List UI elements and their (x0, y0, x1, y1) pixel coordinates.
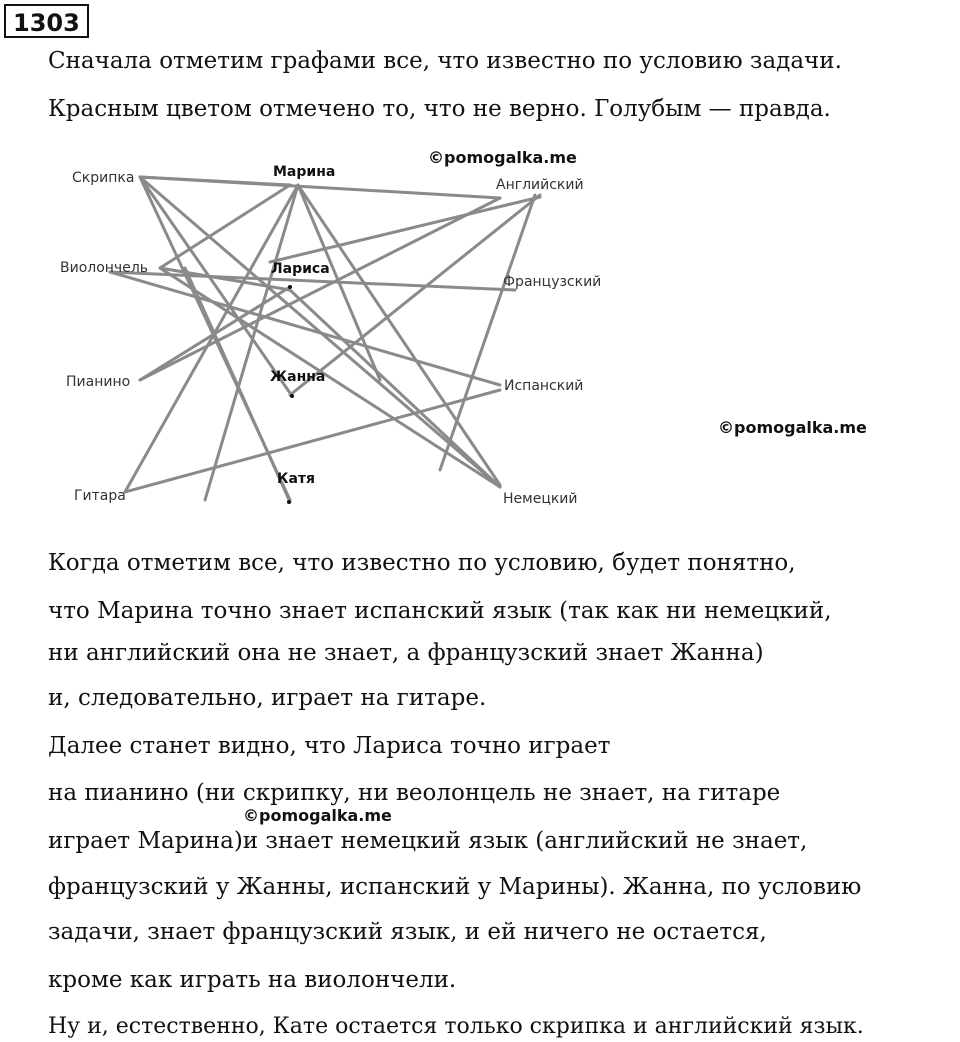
instrument-label: Виолончель (60, 260, 149, 276)
solution-line-11: Ну и, естественно, Кате остается только скрипка и английский язык. (48, 1014, 864, 1039)
person-label: Марина (273, 164, 336, 180)
language-label: Немецкий (503, 491, 578, 507)
instrument-label: Гитара (74, 488, 126, 504)
watermark: ©pomogalka.me (428, 148, 577, 167)
solution-line-4: и, следовательно, играет на гитаре. (48, 685, 487, 711)
intro-line-1: Сначала отметим графами все, что известно по условию задачи. (48, 48, 842, 74)
person-label: Жанна (270, 369, 326, 385)
instrument-label: Пианино (66, 374, 131, 390)
solution-line-9: задачи, знает французский язык, и ей ничего не остается, (48, 919, 767, 945)
solution-line-1: Когда отметим все, что известно по условию, будет понятно, (48, 550, 796, 576)
language-label: Испанский (504, 378, 584, 394)
dot-larisa (288, 285, 292, 289)
graph-edge (290, 195, 540, 395)
watermark: ©pomogalka.me (718, 418, 867, 437)
graph-edges (110, 177, 540, 502)
task-number: 1303 (4, 4, 89, 38)
solution-line-10: кроме как играть на виолончели. (48, 967, 457, 993)
person-label: Катя (277, 471, 315, 487)
solution-line-7: играет Марина)и знает немецкий язык (английский не знает, (48, 828, 808, 854)
graph-edge (185, 268, 290, 502)
relationship-graph (0, 150, 960, 530)
language-label: Английский (496, 177, 584, 193)
solution-line-2: что Марина точно знает испанский язык (так как ни немецкий, (48, 598, 832, 624)
intro-line-2: Красным цветом отмечено то, что не верно. Голубым — правда. (48, 96, 831, 122)
solution-line-6: на пианино (ни скрипку, ни веолонцель не знает, на гитаре (48, 780, 781, 806)
graph-edge (160, 185, 290, 268)
solution-line-8: французский у Жанны, испанский у Марины). Жанна, по условию (48, 874, 862, 900)
solution-line-3: ни английский она не знает, а французский знает Жанна) (48, 640, 764, 666)
dot-zhanna (290, 394, 294, 398)
instrument-label: Скрипка (72, 170, 135, 186)
dot-katya (287, 500, 291, 504)
solution-line-5: Далее станет видно, что Лариса точно играет (48, 733, 611, 759)
watermark: ©pomogalka.me (243, 806, 392, 825)
graph-edge (140, 177, 500, 198)
graph-edge (270, 197, 540, 262)
language-label: Французский (503, 274, 602, 290)
person-label: Лариса (271, 261, 330, 277)
